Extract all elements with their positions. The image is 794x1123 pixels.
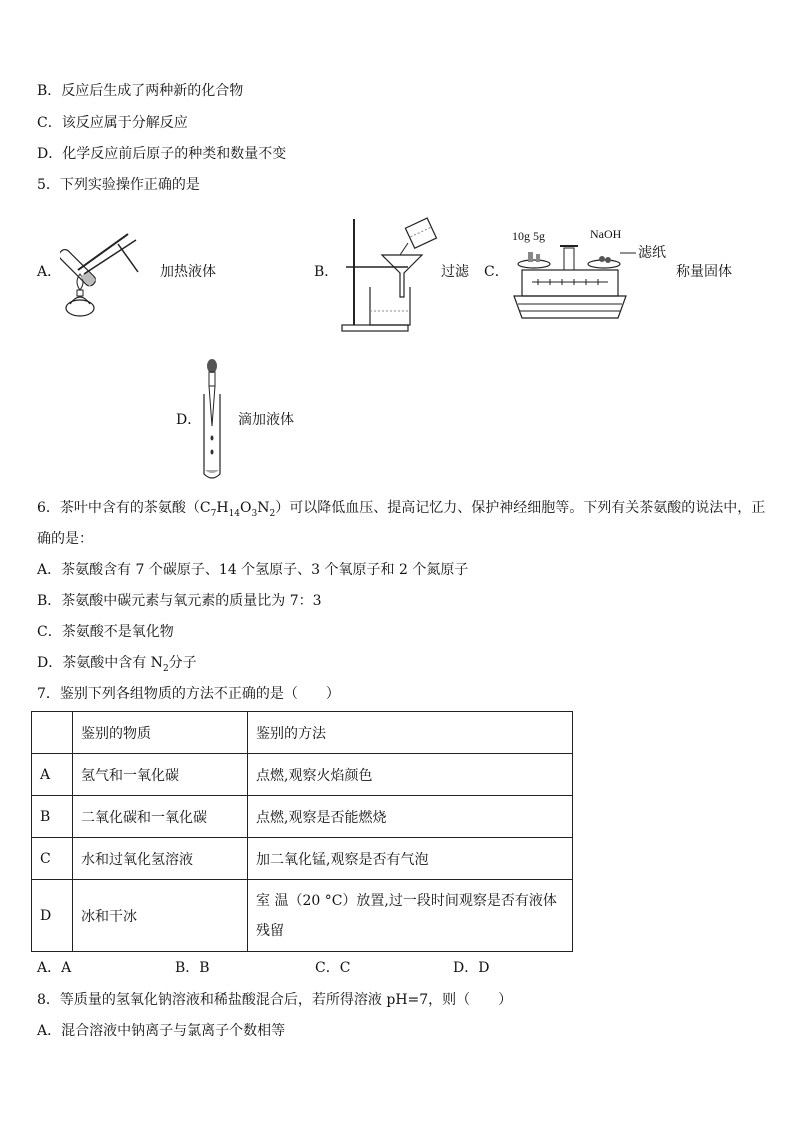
q8-option-a: A．混合溶液中钠离子与氯离子个数相等 bbox=[37, 1023, 286, 1039]
q6-stem-line1: 6．茶叶中含有的茶氨酸$(C_7H_{14}O_3N_2)$可以降低血压、提高记忆力、保护神经细胞等。下列有关茶氨酸的说法中，正 bbox=[37, 500, 766, 519]
q7-table bbox=[31, 711, 573, 952]
q6-option-d: D．茶氨酸中含有 $N_2$分子 bbox=[37, 655, 197, 674]
table-cell: 水和过氧化氢溶液 bbox=[73, 838, 248, 880]
q7-answer-b: B．B bbox=[175, 960, 210, 976]
q5-c-caption: 称量固体 bbox=[676, 264, 732, 280]
balance-reagent-label: NaOH bbox=[590, 227, 622, 241]
q5-a-letter: A． bbox=[37, 264, 62, 280]
q5-b-caption: 过滤 bbox=[441, 264, 469, 280]
table-row bbox=[32, 880, 573, 952]
q5-d-letter: D． bbox=[176, 412, 202, 428]
q7-answer-d: D．D bbox=[453, 960, 490, 976]
table-cell: A bbox=[32, 754, 73, 796]
balance-weights-label: 10g 5g bbox=[512, 229, 545, 243]
table-header-cell bbox=[32, 712, 73, 754]
table-header-cell: 鉴别的方法 bbox=[248, 712, 573, 754]
q6-stem-line2: 确的是： bbox=[37, 531, 93, 547]
table-cell: C bbox=[32, 838, 73, 880]
q5-b-letter: B． bbox=[314, 264, 339, 280]
table-cell: 点燃,观察是否能燃烧 bbox=[248, 796, 573, 838]
q4-option-b: B．反应后生成了两种新的化合物 bbox=[37, 83, 244, 99]
q7-answer-c: C．C bbox=[315, 960, 351, 976]
table-header-cell: 鉴别的物质 bbox=[73, 712, 248, 754]
balance-paper-label: 滤纸 bbox=[638, 246, 666, 261]
q6-option-c: C．茶氨酸不是氧化物 bbox=[37, 624, 174, 640]
heating-liquid-illustration bbox=[60, 228, 160, 320]
table-cell: 冰和干冰 bbox=[73, 880, 248, 952]
q8-stem: 8．等质量的氢氧化钠溶液和稀盐酸混合后，若所得溶液 pH=7，则（ ） bbox=[37, 992, 513, 1008]
q6-option-b: B．茶氨酸中碳元素与氧元素的质量比为 7：3 bbox=[37, 593, 322, 609]
table-cell: 点燃,观察火焰颜色 bbox=[248, 754, 573, 796]
q5-c-letter: C． bbox=[484, 264, 509, 280]
table-cell: 加二氧化锰,观察是否有气泡 bbox=[248, 838, 573, 880]
table-row bbox=[32, 754, 573, 796]
table-row bbox=[32, 796, 573, 838]
table-cell: 二氧化碳和一氧化碳 bbox=[73, 796, 248, 838]
q5-d-caption: 滴加液体 bbox=[238, 412, 294, 428]
q4-option-c: C．该反应属于分解反应 bbox=[37, 115, 188, 131]
filtration-illustration bbox=[338, 213, 444, 335]
q4-option-d: D．化学反应前后原子的种类和数量不变 bbox=[37, 146, 287, 162]
table-cell: 氢气和一氧化碳 bbox=[73, 754, 248, 796]
table-header-row bbox=[32, 712, 573, 754]
table-cell: D bbox=[32, 880, 73, 952]
q7-stem: 7．鉴别下列各组物质的方法不正确的是（ ） bbox=[37, 686, 340, 702]
table-cell: 室 温（20 °C）放置,过一段时间观察是否有液体残留 bbox=[248, 880, 573, 952]
table-cell: B bbox=[32, 796, 73, 838]
weighing-balance-illustration bbox=[508, 226, 672, 324]
q5-a-caption: 加热液体 bbox=[160, 264, 216, 280]
table-row bbox=[32, 838, 573, 880]
q5-stem: 5．下列实验操作正确的是 bbox=[37, 177, 200, 193]
dropper-illustration bbox=[200, 358, 230, 483]
q6-option-a: A．茶氨酸含有 7 个碳原子、14 个氢原子、3 个氧原子和 2 个氮原子 bbox=[37, 562, 469, 578]
q7-answer-a: A．A bbox=[37, 960, 72, 976]
